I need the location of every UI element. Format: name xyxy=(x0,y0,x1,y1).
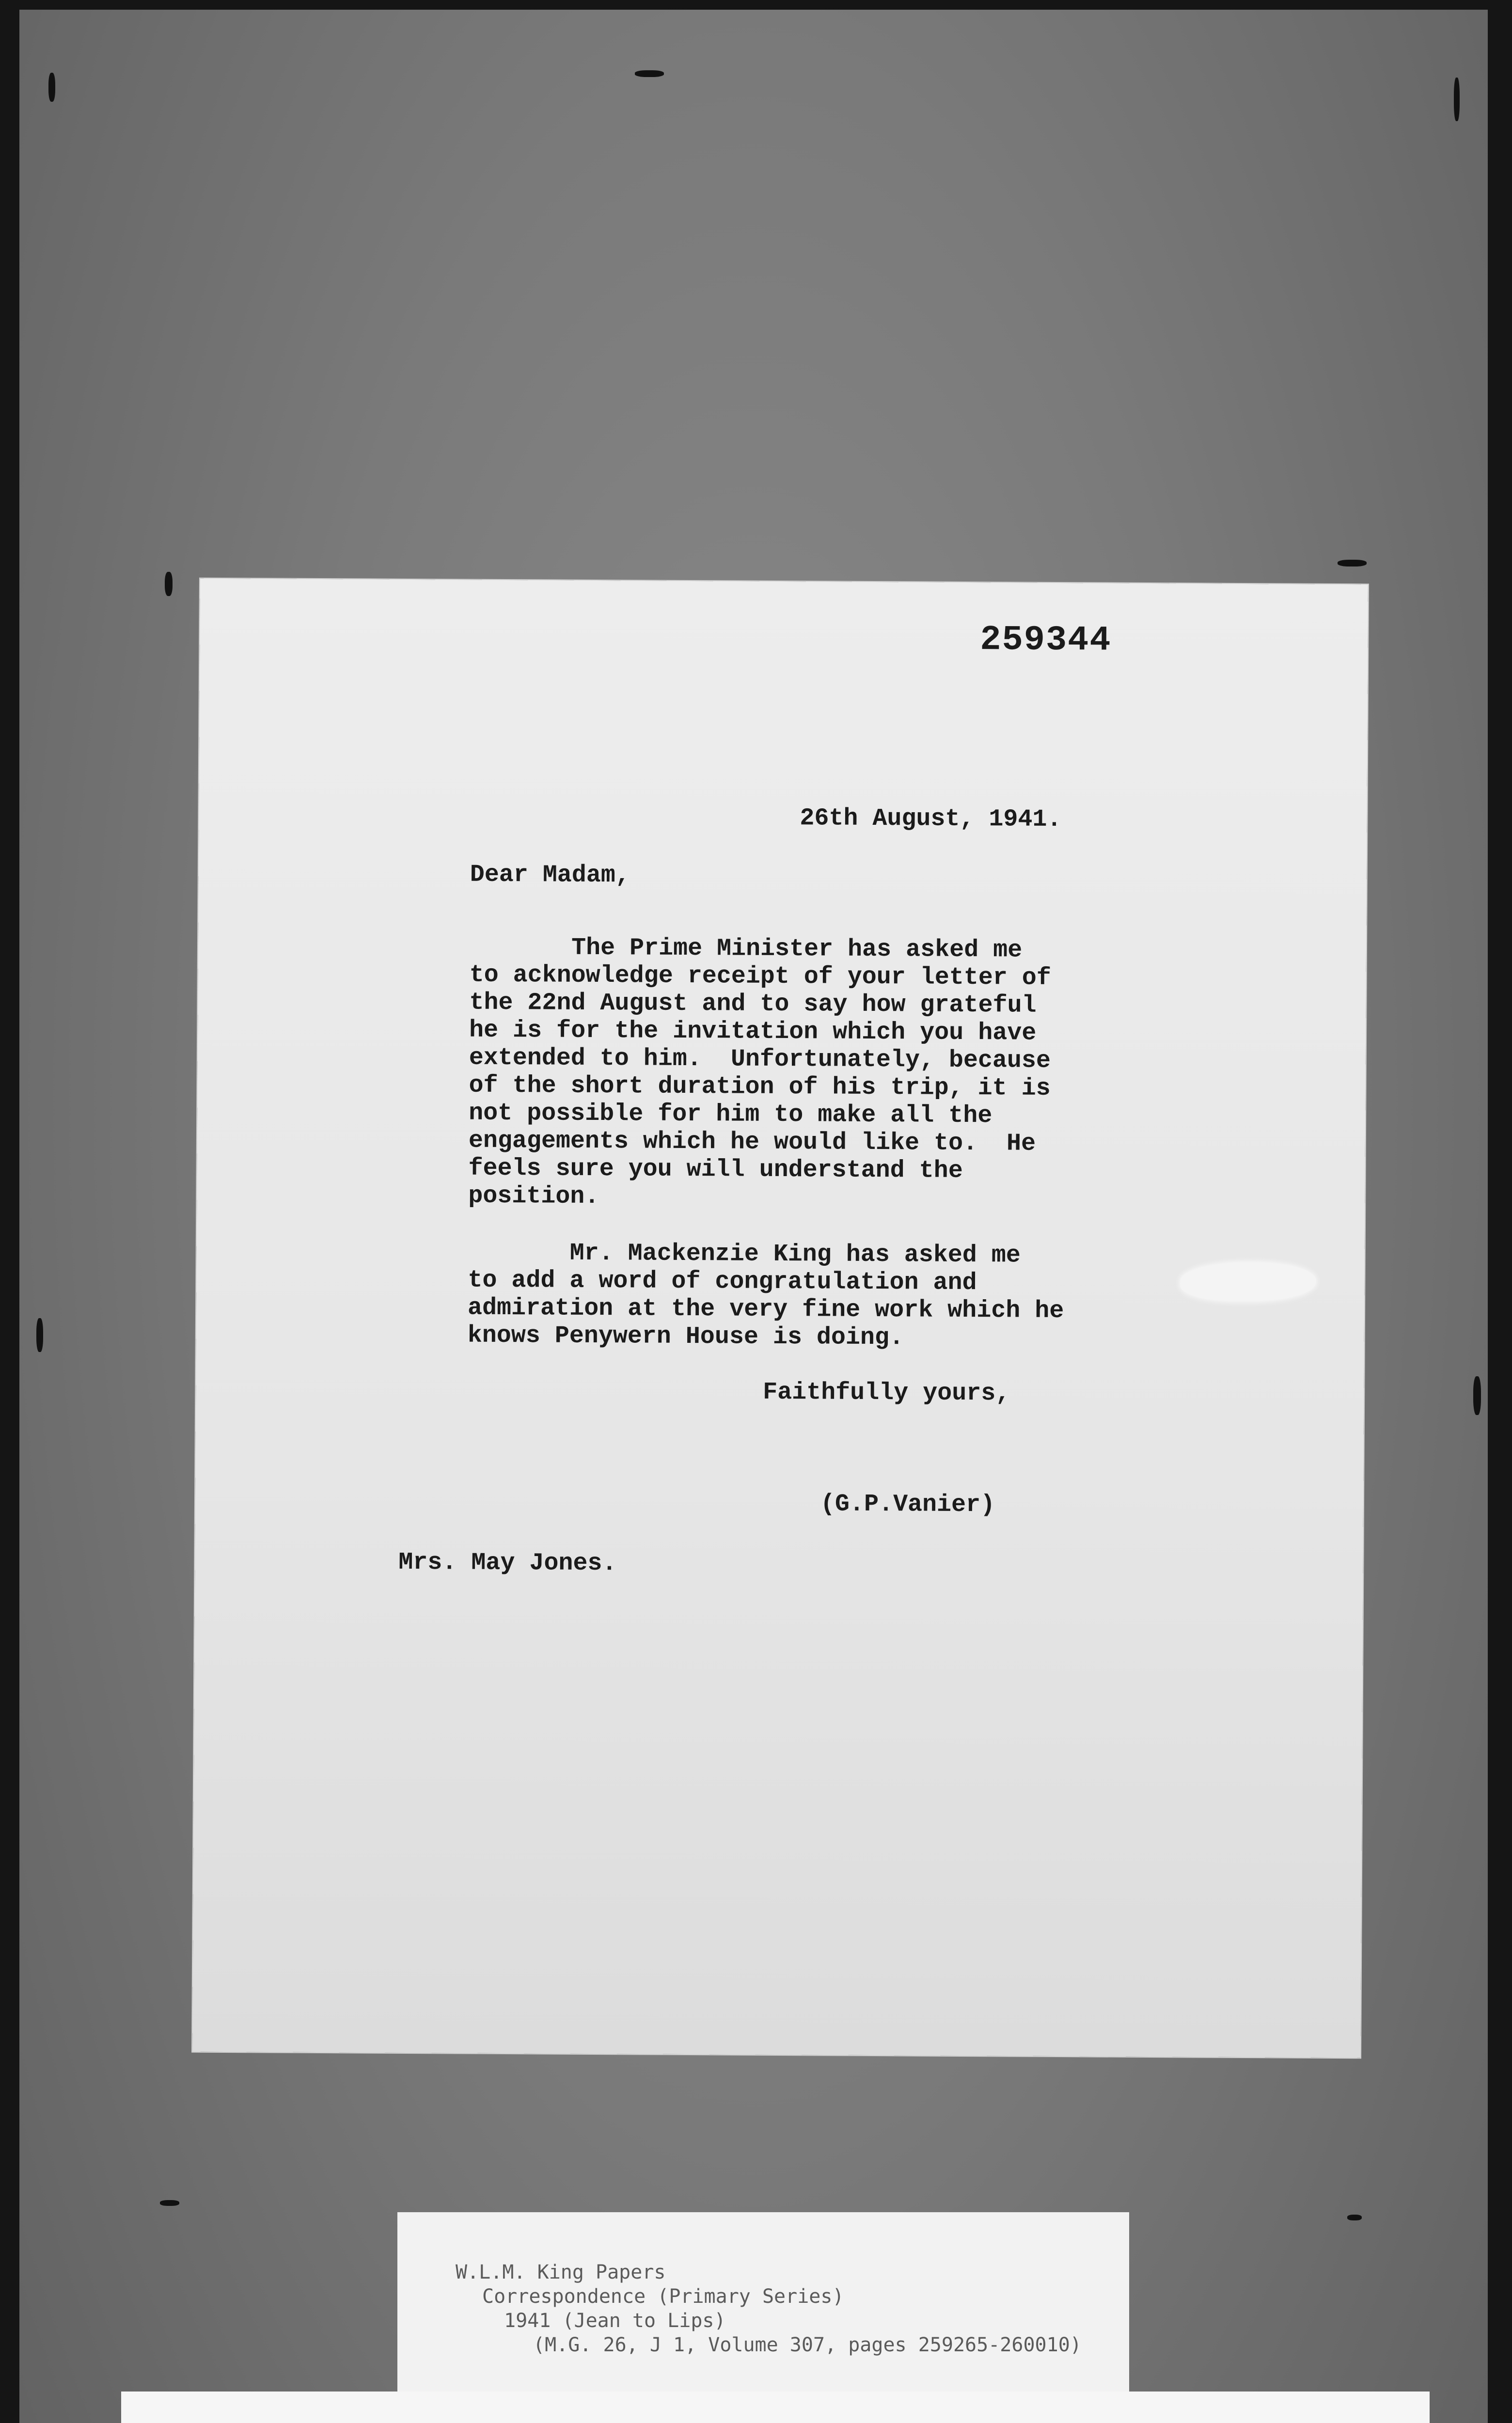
paragraph-line: not possible for him to make all the xyxy=(469,1099,992,1130)
signature: (G.P.Vanier) xyxy=(820,1490,995,1519)
page-number: 259344 xyxy=(980,620,1112,661)
paragraph-line: position. xyxy=(468,1182,599,1211)
recipient: Mrs. May Jones. xyxy=(398,1548,617,1578)
paragraph-line: feels sure you will understand the xyxy=(468,1154,963,1185)
archives-banner xyxy=(121,2392,1430,2423)
paragraph-line: The Prime Minister has asked me xyxy=(469,933,1023,964)
paragraph-line: admiration at the very fine work which he xyxy=(467,1294,1064,1325)
closing: Faithfully yours, xyxy=(763,1378,1010,1408)
paragraph-line: of the short duration of his trip, it is xyxy=(469,1071,1051,1102)
salutation: Dear Madam, xyxy=(470,861,630,890)
typed-letter xyxy=(192,579,1368,2058)
reference-line: 1941 (Jean to Lips) xyxy=(504,2310,726,2332)
tape-mark xyxy=(1180,1262,1316,1301)
dust-speck xyxy=(48,73,55,102)
paragraph-line: Mr. Mackenzie King has asked me xyxy=(468,1239,1021,1270)
paragraph-line: extended to him. Unfortunately, because xyxy=(469,1044,1051,1075)
dust-speck xyxy=(1338,560,1367,566)
letter-date: 26th August, 1941. xyxy=(800,804,1062,834)
paragraph-line: to acknowledge receipt of your letter of xyxy=(469,961,1052,992)
reference-line: W.L.M. King Papers xyxy=(456,2261,666,2283)
paragraph-line: to add a word of congratulation and xyxy=(468,1266,977,1297)
dust-speck xyxy=(635,70,664,77)
reference-line: (M.G. 26, J 1, Volume 307, pages 259265-260010) xyxy=(533,2334,1082,2356)
dust-speck xyxy=(1454,78,1460,121)
paragraph-line: he is for the invitation which you have xyxy=(469,1016,1037,1047)
paragraph-line: the 22nd August and to say how grateful xyxy=(469,989,1037,1020)
archive-reference-card xyxy=(397,2212,1129,2401)
dust-speck xyxy=(160,2200,179,2206)
dust-speck xyxy=(36,1318,43,1352)
reference-line: Correspondence (Primary Series) xyxy=(482,2285,844,2308)
paragraph-line: knows Penywern House is doing. xyxy=(467,1322,904,1352)
dust-speck xyxy=(165,572,173,596)
dust-speck xyxy=(1473,1376,1481,1415)
paragraph-line: engagements which he would like to. He xyxy=(468,1127,1036,1158)
dust-speck xyxy=(1347,2215,1362,2220)
